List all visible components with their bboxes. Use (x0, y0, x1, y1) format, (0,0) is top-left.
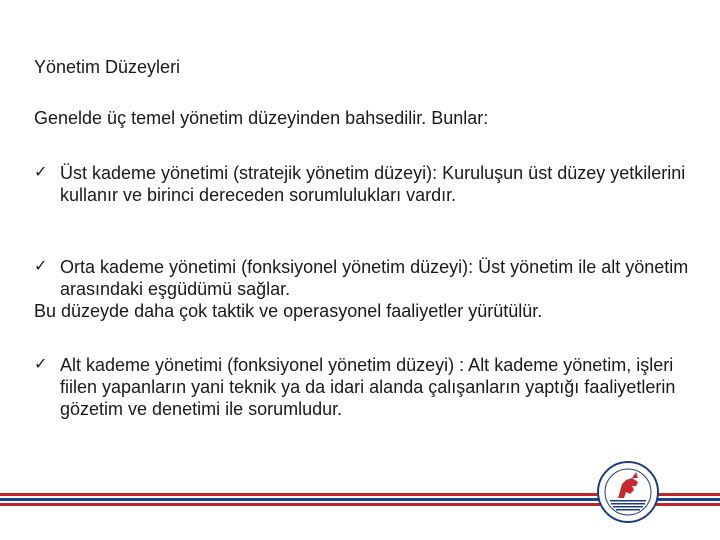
university-logo (596, 460, 660, 524)
intro-text: Genelde üç temel yönetim düzeyinden bahsedilir. Bunlar: (34, 108, 489, 128)
checkmark-icon: ✓ (34, 258, 48, 275)
slide-title: Yönetim Düzeyleri (34, 57, 181, 77)
bullet-item (34, 256, 704, 322)
bullet-text: Alt kademe yönetimi (fonksiyonel yönetim düzeyi) : Alt kademe yönetim, işleri fiilen yapanların yani teknik ya da idari alanda çalışanların yaptığı faaliyetlerin gözetim ve denetimi ile sorumludur. (60, 355, 676, 419)
bullet-continuation-text: Bu düzeyde daha çok taktik ve operasyonel faaliyetler yürütülür. (34, 301, 543, 321)
bullet-text: Orta kademe yönetimi (fonksiyonel yönetim düzeyi): Üst yönetim ile alt yönetim arasındaki eşgüdümü sağlar. (60, 257, 689, 299)
bullet-item (34, 162, 704, 206)
checkmark-icon: ✓ (34, 164, 48, 181)
bullet-item (34, 354, 704, 420)
checkmark-icon: ✓ (34, 356, 48, 373)
bullet-text: Üst kademe yönetimi (stratejik yönetim düzeyi): Kuruluşun üst düzey yetkilerini kullanır ve birinci dereceden sorumlulukları vardır. (60, 163, 686, 205)
